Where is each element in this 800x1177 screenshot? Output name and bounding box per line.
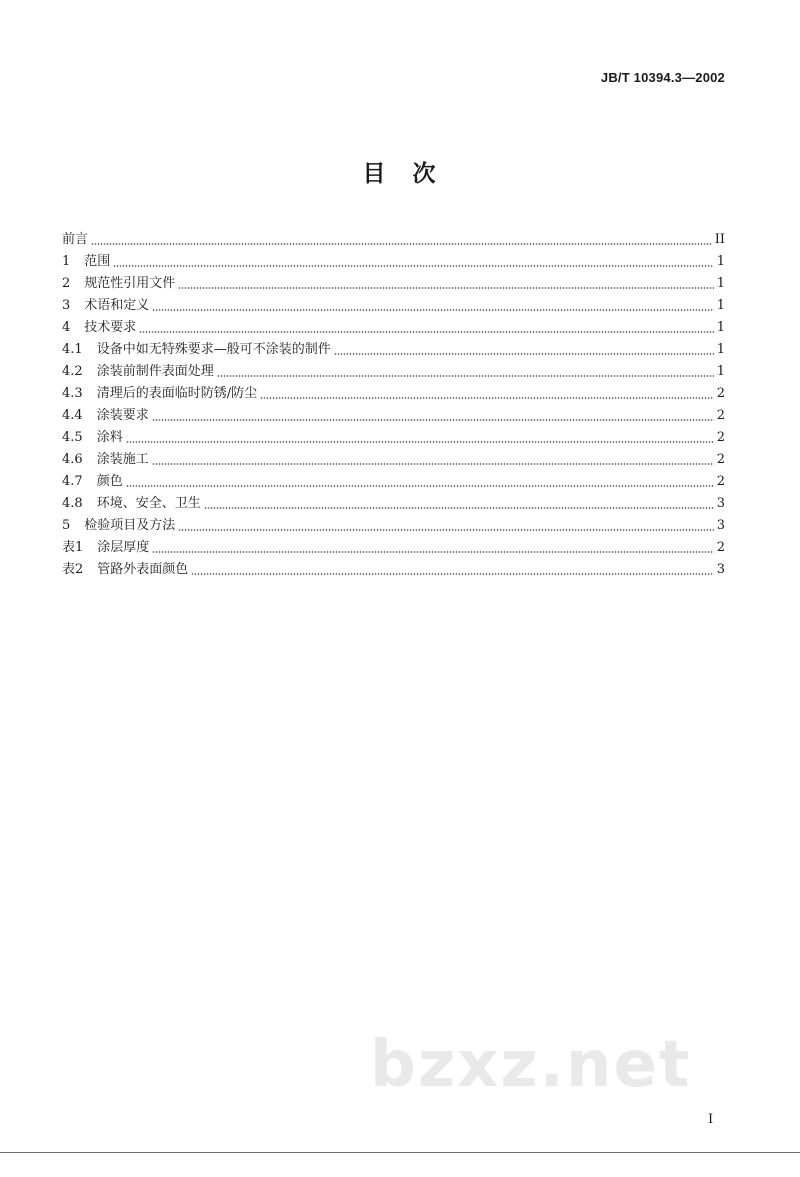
toc-entry-label: 范围 xyxy=(84,254,111,269)
toc-entry xyxy=(62,471,725,493)
bottom-rule xyxy=(0,1152,800,1153)
toc-entry xyxy=(62,361,725,383)
toc-entry-page: 2 xyxy=(716,430,725,445)
toc-leader-dots xyxy=(139,331,713,333)
toc-entry-label: 管路外表面颜色 xyxy=(97,562,189,577)
toc-entry-page: 2 xyxy=(716,452,725,467)
toc-leader-dots xyxy=(152,551,713,553)
toc-entry-number: 4.1 xyxy=(62,342,83,357)
watermark: bzxz.net xyxy=(370,1028,692,1102)
toc-entry-label: 涂层厚度 xyxy=(97,540,150,555)
toc-entry-number: 4.4 xyxy=(62,408,83,423)
toc-leader-dots xyxy=(217,375,714,377)
toc-entry xyxy=(62,317,725,339)
toc-entry-page: 2 xyxy=(716,408,725,423)
toc-entry-label: 设备中如无特殊要求—般可不涂装的制件 xyxy=(96,342,331,357)
toc-entry-number: 4.6 xyxy=(62,452,83,467)
toc-leader-dots xyxy=(91,243,712,245)
toc-leader-dots xyxy=(152,463,714,465)
toc-entry-label: 环境、安全、卫生 xyxy=(96,496,201,511)
toc-leader-dots xyxy=(191,573,713,575)
toc-entry xyxy=(62,273,725,295)
toc-entry-page: 2 xyxy=(716,474,725,489)
toc-entry-label: 涂装施工 xyxy=(96,452,149,467)
toc-entry-page: 1 xyxy=(716,364,725,379)
toc-entry-page: II xyxy=(714,232,725,247)
toc-leader-dots xyxy=(113,265,713,267)
toc-entry-number: 4.5 xyxy=(62,430,83,445)
toc-entry-label: 术语和定义 xyxy=(84,298,150,313)
toc-entry-label: 涂装要求 xyxy=(96,408,149,423)
toc-entry-page: 1 xyxy=(716,254,725,269)
toc-entry-label: 涂料 xyxy=(96,430,123,445)
toc-entry-page: 3 xyxy=(716,518,725,533)
toc-entry xyxy=(62,295,725,317)
page-number: I xyxy=(708,1112,714,1127)
toc-entry-page: 3 xyxy=(716,562,725,577)
toc-entry-label: 前言 xyxy=(62,232,89,247)
toc-entry-number: 4 xyxy=(62,320,71,335)
toc-entry xyxy=(62,229,725,251)
toc-entry-number: 4.2 xyxy=(62,364,83,379)
toc-entry-label: 技术要求 xyxy=(84,320,137,335)
toc-entry-number: 表1 xyxy=(62,540,84,555)
toc-entry-page: 1 xyxy=(716,342,725,357)
toc-entry xyxy=(62,559,725,581)
toc-entry-number: 4.7 xyxy=(62,474,83,489)
toc-entry xyxy=(62,339,725,361)
table-of-contents xyxy=(62,229,725,581)
toc-entry xyxy=(62,515,725,537)
toc-leader-dots xyxy=(178,529,713,531)
toc-leader-dots xyxy=(152,419,714,421)
toc-entry-number: 4.8 xyxy=(62,496,83,511)
toc-entry xyxy=(62,537,725,559)
toc-leader-dots xyxy=(260,397,714,399)
toc-entry-page: 1 xyxy=(716,320,725,335)
toc-entry-page: 2 xyxy=(716,540,725,555)
toc-entry xyxy=(62,493,725,515)
toc-entry-page: 1 xyxy=(716,276,725,291)
toc-entry-page: 1 xyxy=(716,298,725,313)
toc-entry-number: 2 xyxy=(62,276,71,291)
toc-entry-number: 表2 xyxy=(62,562,84,577)
toc-leader-dots xyxy=(204,507,714,509)
toc-entry-label: 颜色 xyxy=(96,474,123,489)
toc-entry-page: 3 xyxy=(716,496,725,511)
toc-entry xyxy=(62,405,725,427)
toc-leader-dots xyxy=(126,485,714,487)
toc-leader-dots xyxy=(178,287,713,289)
toc-entry-label: 规范性引用文件 xyxy=(84,276,176,291)
toc-entry xyxy=(62,383,725,405)
toc-entry-page: 2 xyxy=(716,386,725,401)
toc-entry xyxy=(62,251,725,273)
toc-entry-label: 涂装前制件表面处理 xyxy=(96,364,214,379)
toc-entry-number: 3 xyxy=(62,298,71,313)
toc-leader-dots xyxy=(334,353,714,355)
toc-entry-label: 检验项目及方法 xyxy=(84,518,176,533)
toc-entry xyxy=(62,449,725,471)
toc-entry-number: 4.3 xyxy=(62,386,83,401)
toc-entry xyxy=(62,427,725,449)
toc-leader-dots xyxy=(126,441,714,443)
document-code: JB/T 10394.3—2002 xyxy=(600,70,725,85)
toc-entry-label: 清理后的表面临时防锈/防尘 xyxy=(96,386,258,401)
page-title: 目 次 xyxy=(362,160,438,187)
toc-entry-number: 5 xyxy=(62,518,71,533)
toc-leader-dots xyxy=(152,309,713,311)
toc-entry-number: 1 xyxy=(62,254,71,269)
